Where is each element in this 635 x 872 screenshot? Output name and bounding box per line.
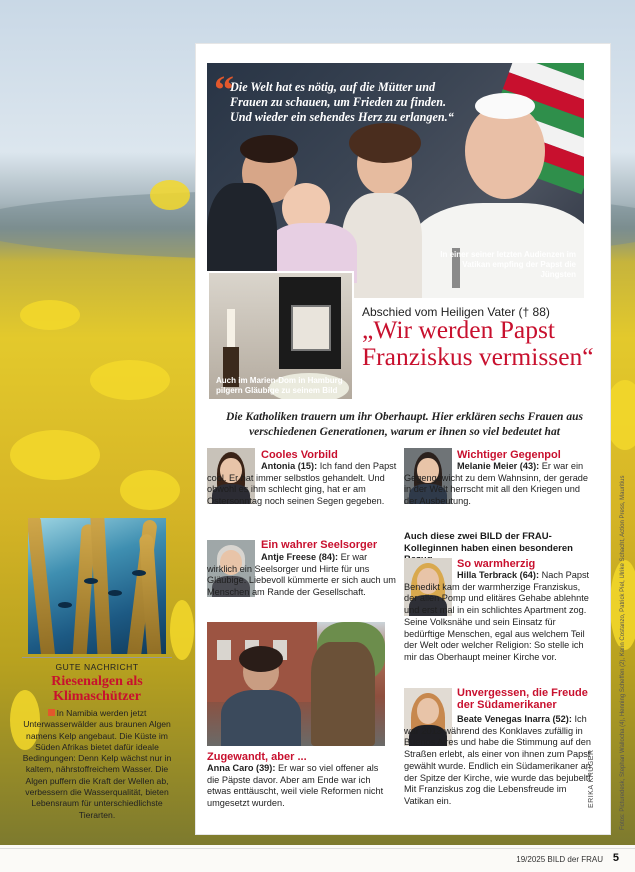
photo-anna-caro [207, 622, 385, 746]
sidebar-good-news [22, 657, 172, 821]
profile-title-hilla: So warmherzig [457, 558, 536, 570]
anna-jacket [221, 690, 301, 746]
pope-portrait [291, 305, 331, 351]
background-flower [90, 360, 170, 400]
quote-mark-icon: “ [214, 67, 234, 112]
sidebar-kicker: GUTE NACHRICHT [22, 657, 172, 672]
profile-name-anna: Anna Caro (39): [207, 763, 276, 773]
kelp-forest-photo [28, 518, 166, 654]
sidebar-title: Riesenalgen als Klimaschützer [51, 674, 143, 704]
kelp-frond [90, 518, 112, 654]
photo-caption-memorial: Auch im Marien-Dom in Hamburg pilgern Gläubige zu seinem Bild [216, 376, 343, 395]
candle [227, 309, 235, 349]
background-flower [150, 180, 190, 210]
profile-body-anna: Er war so viel offener als die Päpste davor. Aber am Ende war ich etwas enttäuscht, weil viele Reformen nicht umgesetzt wurden. [207, 763, 384, 809]
pope-quote: Die Welt hat es nötig, auf die Mütter und Frauen zu schauen, um Frieden zu finden. Und wieder ein sehendes Herz zu erlangen.“ [230, 80, 454, 124]
profile-body-hilla: Nach Papst Benedikt kam der warmherzige Franziskus, der allen Pomp und elitäres Gehabe ablehnte und erst mal in ein schlichtes Apartment zog. Seine Volksnähe und sein Einsatz für bedürftige Menschen, egal aus welchem Teil der Welt oder welcher Religion: So stelle ich mir das Oberhaupt meiner Kirche vor. [404, 570, 590, 662]
background-flower [120, 470, 180, 510]
kelp-frond [28, 518, 56, 654]
author-credit: ERIKA KRÜGER [588, 749, 595, 808]
profile-text-hilla [404, 570, 594, 664]
profile-name-antonia: Antonia (15): [261, 461, 318, 471]
profile-title-anna: Zugewandt, aber ... [207, 751, 307, 763]
page-number: 5 [612, 852, 619, 864]
girl-hair [349, 123, 421, 163]
profile-title-beate: Unvergessen, die Freude der Südamerikaner [457, 687, 588, 711]
profile-title-antje: Ein wahrer Seelsorger [261, 539, 378, 551]
fish [84, 578, 98, 584]
boy-hair [240, 135, 298, 163]
profile-title-antonia: Cooles Vorbild [261, 449, 338, 461]
profile-body-melanie: Er war ein Gegengewicht zu dem Wahnsinn, der gerade in der Welt herrscht mit all den Kriegen und der Ausbeutung. [404, 461, 589, 507]
bronze-statue [311, 642, 375, 746]
profile-title-melanie: Wichtiger Gegenpol [457, 449, 561, 461]
background-flower [10, 430, 100, 480]
profile-text-antje [207, 552, 397, 599]
fish [108, 590, 122, 596]
profile-name-hilla: Hilla Terbrack (64): [457, 570, 540, 580]
headline-title: „Wir werden Papst Franziskus vermissen“ [362, 315, 594, 371]
sidebar-body: In Namibia werden jetzt Unterwasserwälder aus braunen Algen namens Kelp angebaut. Die Küste im Süden Afrikas bietet dafür ideale Bedingungen: Denn Kelp wächst nur in kaltem, nährstoffreichem Wasser. Die Algen puffern die Kraft der Wellen ab, verbessern die Wasserqualität, bieten Lebensraum für unterschiedlichste Tierarten. [22, 708, 172, 820]
fish [58, 602, 72, 608]
background-flower [170, 600, 194, 660]
profile-body-beate: Ich war 2013 während des Konklaves zufällig in Buenos Aires und habe die Stimmung auf den Straßen erlebt, als einer von ihnen zum Papst gewählt wurde. Endlich ein Südamerikaner an der Spitze der Kirche, wie wurde das bejubelt! Mit Franziskus zog die Lebensfreude im Vatikan ein. [404, 714, 591, 806]
sidebar-text [22, 708, 172, 821]
profile-name-antje: Antje Freese (84): [261, 552, 339, 562]
headline-kicker: Abschied vom Heiligen Vater († 88) [362, 305, 550, 319]
profile-text-antonia [207, 461, 397, 508]
anna-hair [239, 646, 283, 672]
profile-name-beate: Beate Venegas Inarra (52): [457, 714, 572, 724]
profile-body-antje: Er war wirklich ein Seelsorger und Hirte für uns Gläubige. Liebevoll kümmerte er sich auch um Menschen am Rande der Gesellschaft. [207, 552, 396, 598]
photo-credits: Fotos: Picturedesk, Stephan Wallocha (4), Henning Scheffen (2), Karin Costanzo, Patrick Piel, Ulrike Schacht, Action Press, Mauritius [620, 475, 626, 830]
issue-label: 19/2025 BILD der FRAU [516, 855, 603, 864]
profile-text-melanie [404, 461, 589, 508]
profile-text-anna [207, 763, 392, 810]
profile-text-beate [404, 714, 594, 808]
profile-body-antonia: Ich fand den Papst cool. Er hat immer selbstlos gehandelt. Und obwohl es ihm schlecht ging, hat er am Ostersonntag noch seinen Segen gegeben. [207, 461, 397, 507]
background-flower [20, 300, 80, 330]
profile-name-melanie: Melanie Meier (43): [457, 461, 540, 471]
fish [132, 570, 146, 576]
bullet-square-icon [48, 709, 55, 716]
zucchetto [475, 93, 535, 119]
headline-deck: Die Katholiken trauern um ihr Oberhaupt. Hier erklären sechs Frauen aus verschiedenen Generationen, warum er ihnen so viel bedeutet hat [226, 411, 583, 438]
page-footer [0, 848, 635, 872]
building-window [217, 640, 231, 660]
colleagues-heading: Auch diese zwei BILD der FRAU-Kolleginnen haben einen besonderen [404, 531, 573, 554]
photo-caption-audience: In einer seiner letzten Audienzen im Vatikan empfing der Papst die Jüngsten [440, 250, 576, 279]
